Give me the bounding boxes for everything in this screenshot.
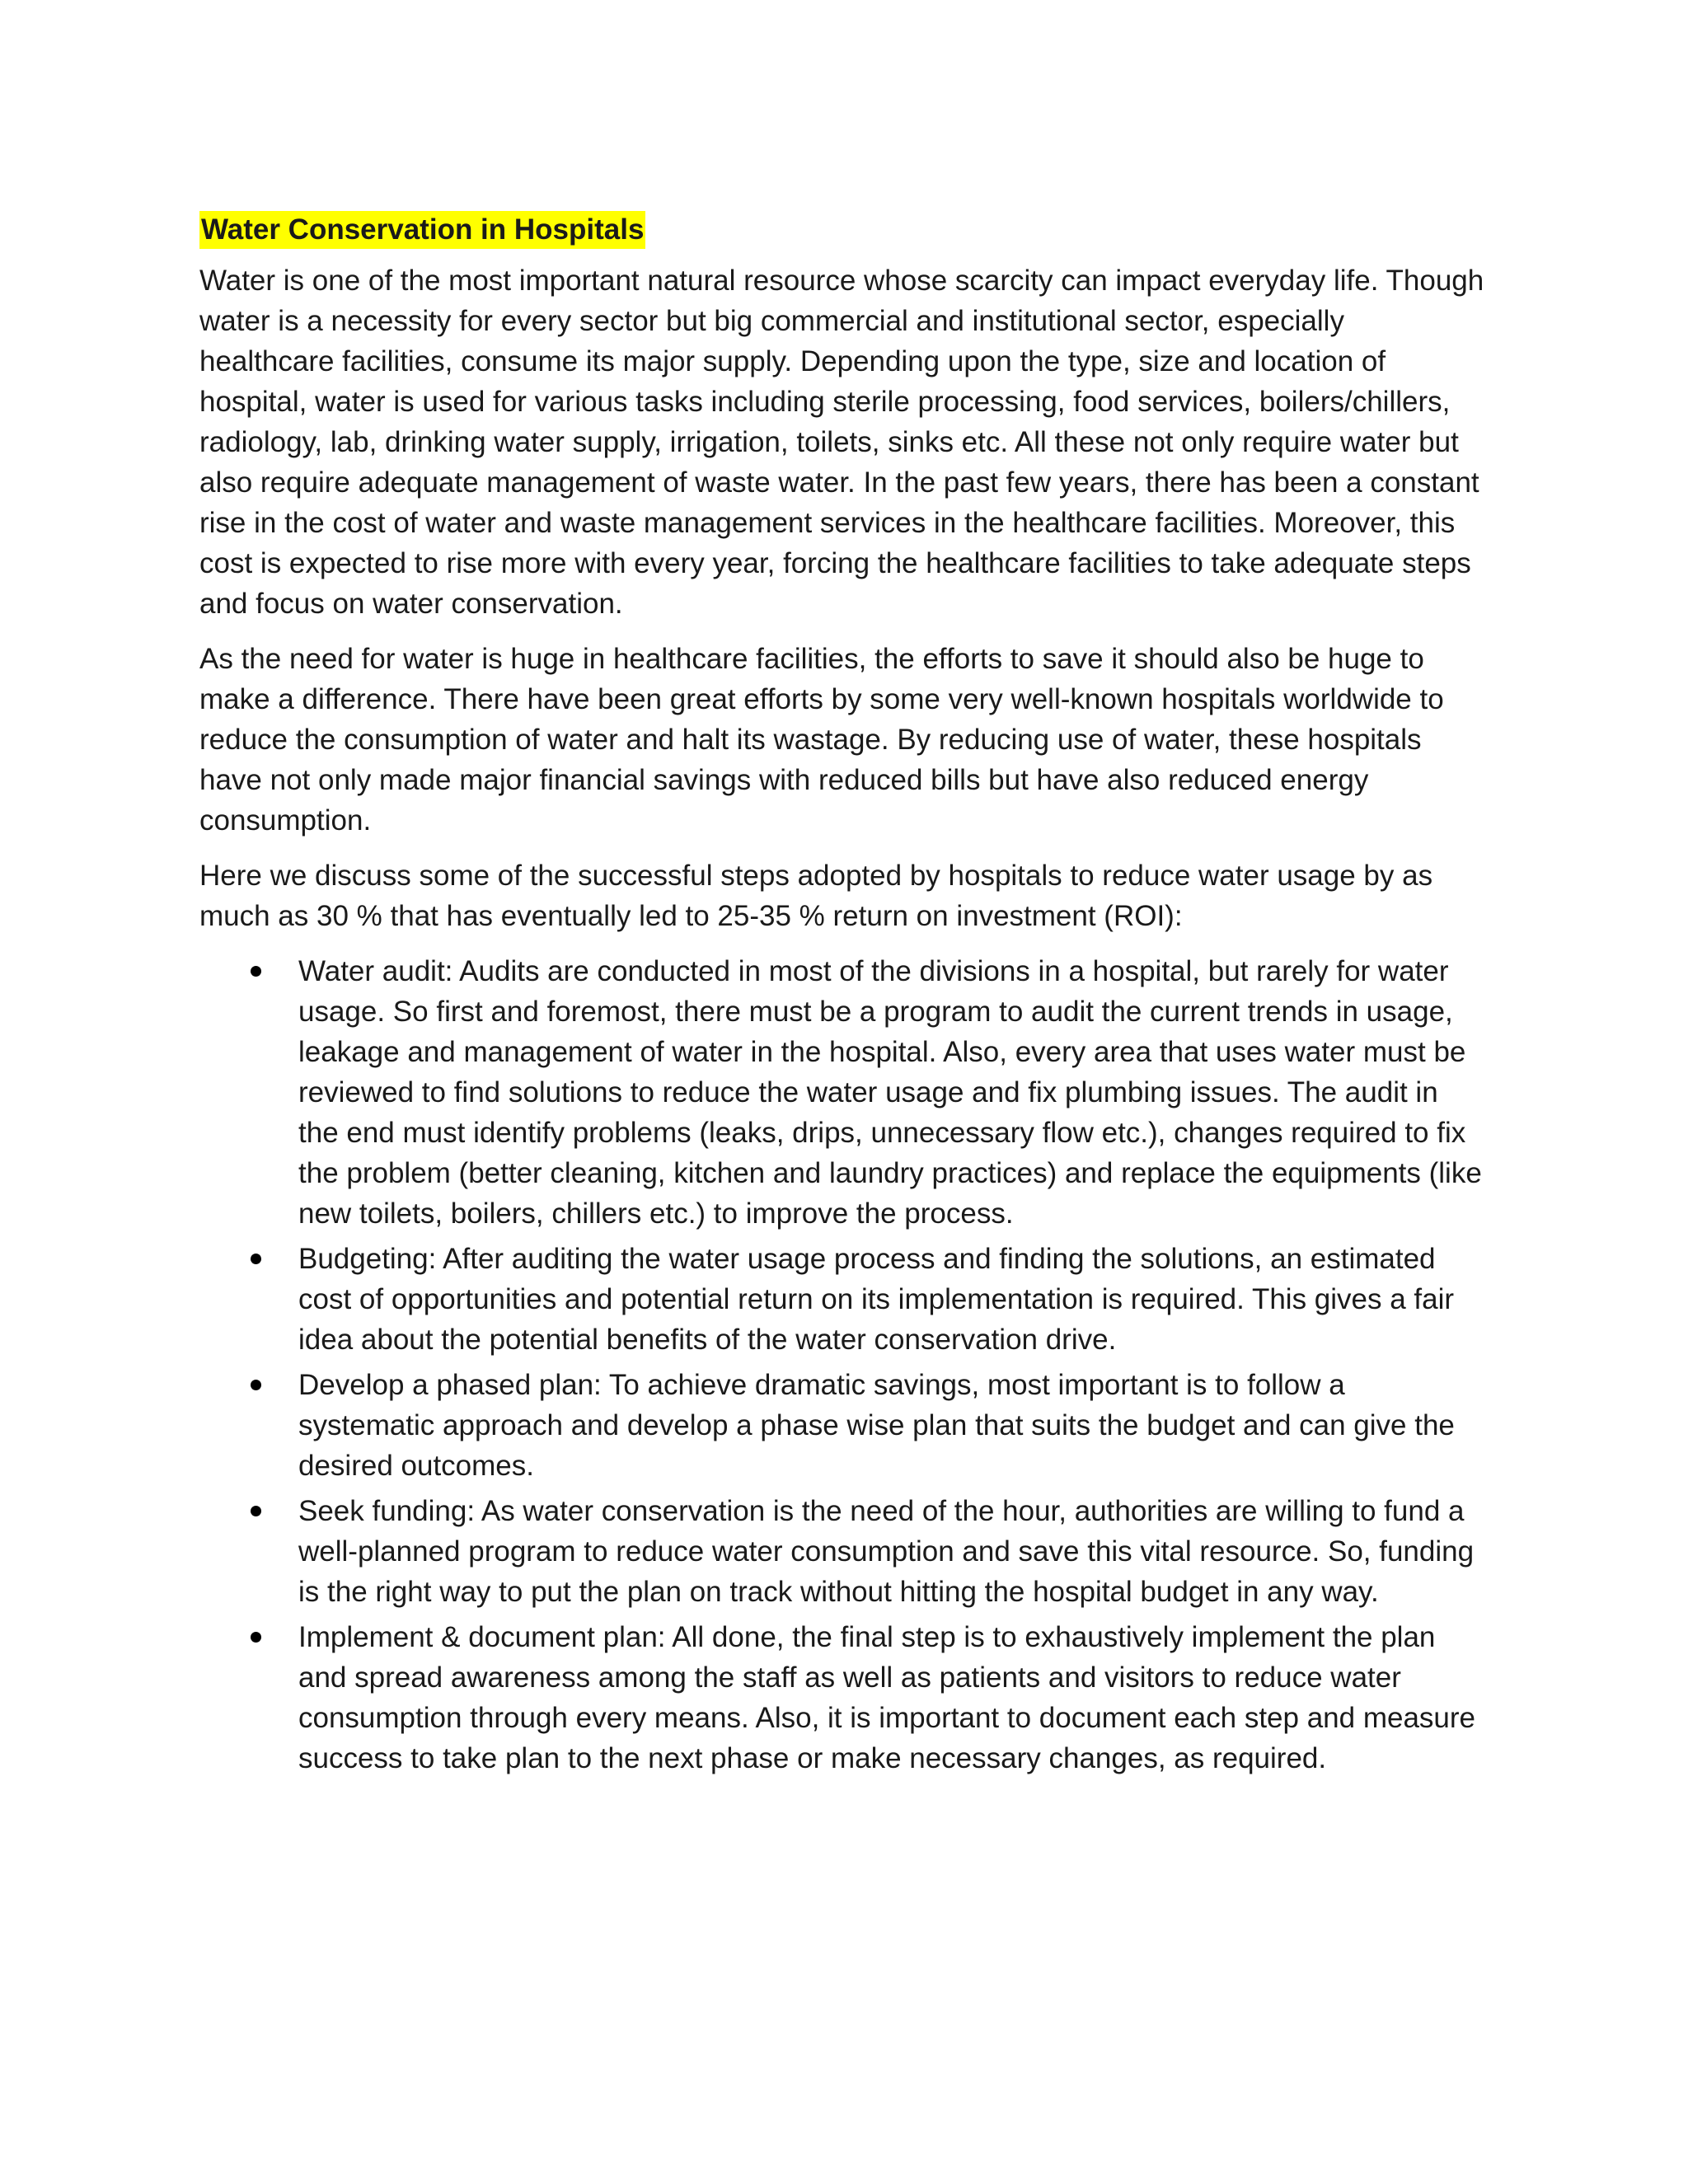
list-item bbox=[298, 1617, 1485, 1779]
list-item-text: Water audit: Audits are conducted in most of the divisions in a hospital, but rarely for water usage. So first and foremost, there must be a program to audit the current trends in usage, leakage and management of water in the hospital. Also, every area that uses water must be reviewed to find solutions to reduce the water usage and fix plumbing issues. The audit in the end must identify problems (leaks, drips, unnecessary flow etc.), changes required to fix the problem (better cleaning, kitchen and laundry practices) and replace the equipments (like new toilets, boilers, chillers etc.) to improve the process. bbox=[298, 955, 1482, 1230]
bullet-icon bbox=[251, 1632, 261, 1643]
paragraph-steps-intro: Here we discuss some of the successful steps adopted by hospitals to reduce water usage by as much as 30 % that has eventually led to 25-35 % return on investment (ROI): bbox=[199, 860, 1433, 932]
bullet-icon bbox=[251, 1506, 261, 1516]
bullet-icon bbox=[251, 1380, 261, 1390]
bullet-icon bbox=[251, 966, 261, 977]
steps-list bbox=[199, 951, 1485, 1779]
list-item-text: Seek funding: As water conservation is the need of the hour, authorities are willing to fund a well-planned program to reduce water consumption and save this vital resource. So, funding is the right way to put the plan on track without hitting the hospital budget in any way. bbox=[298, 1495, 1475, 1608]
list-item bbox=[298, 1365, 1485, 1486]
list-item-text: Implement & document plan: All done, the final step is to exhaustively implement the plan and spread awareness among the staff as well as patients and visitors to reduce water consumption through every means. Also, it is important to document each step and measure success to take plan to the next phase or make necessary changes, as required. bbox=[298, 1621, 1475, 1774]
bullet-icon bbox=[251, 1254, 261, 1264]
list-item-text: Budgeting: After auditing the water usage process and finding the solutions, an estimated cost of opportunities and potential return on its implementation is required. This gives a fair idea about the potential benefits of the water conservation drive. bbox=[298, 1243, 1455, 1356]
list-item-text: Develop a phased plan: To achieve dramatic savings, most important is to follow a systematic approach and develop a phase wise plan that suits the budget and can give the desired outcomes. bbox=[298, 1369, 1455, 1482]
document-page bbox=[199, 209, 1485, 1783]
paragraph-intro: Water is one of the most important natural resource whose scarcity can impact everyday life. Though water is a necessity for every sector but big commercial and institutional sector, especially healthcare facilities, consume its major supply. Depending upon the type, size and location of hospital, water is used for various tasks including sterile processing, food services, boilers/chillers, radiology, lab, drinking water supply, irrigation, toilets, sinks etc. All these not only require water but also require adequate management of waste water. In the past few years, there has been a constant rise in the cost of water and waste management services in the healthcare facilities. Moreover, this cost is expected to rise more with every year, forcing the healthcare facilities to take adequate steps and focus on water conservation. bbox=[199, 265, 1484, 620]
document-title: Water Conservation in Hospitals bbox=[199, 211, 645, 249]
paragraph-efforts: As the need for water is huge in healthcare facilities, the efforts to save it should also be huge to make a difference. There have been great efforts by some very well-known hospitals worldwide to reduce the consumption of water and halt its wastage. By reducing use of water, these hospitals have not only made major financial savings with reduced bills but have also reduced energy consumption. bbox=[199, 643, 1444, 837]
list-item bbox=[298, 1239, 1485, 1360]
list-item bbox=[298, 1491, 1485, 1612]
list-item bbox=[298, 951, 1485, 1234]
